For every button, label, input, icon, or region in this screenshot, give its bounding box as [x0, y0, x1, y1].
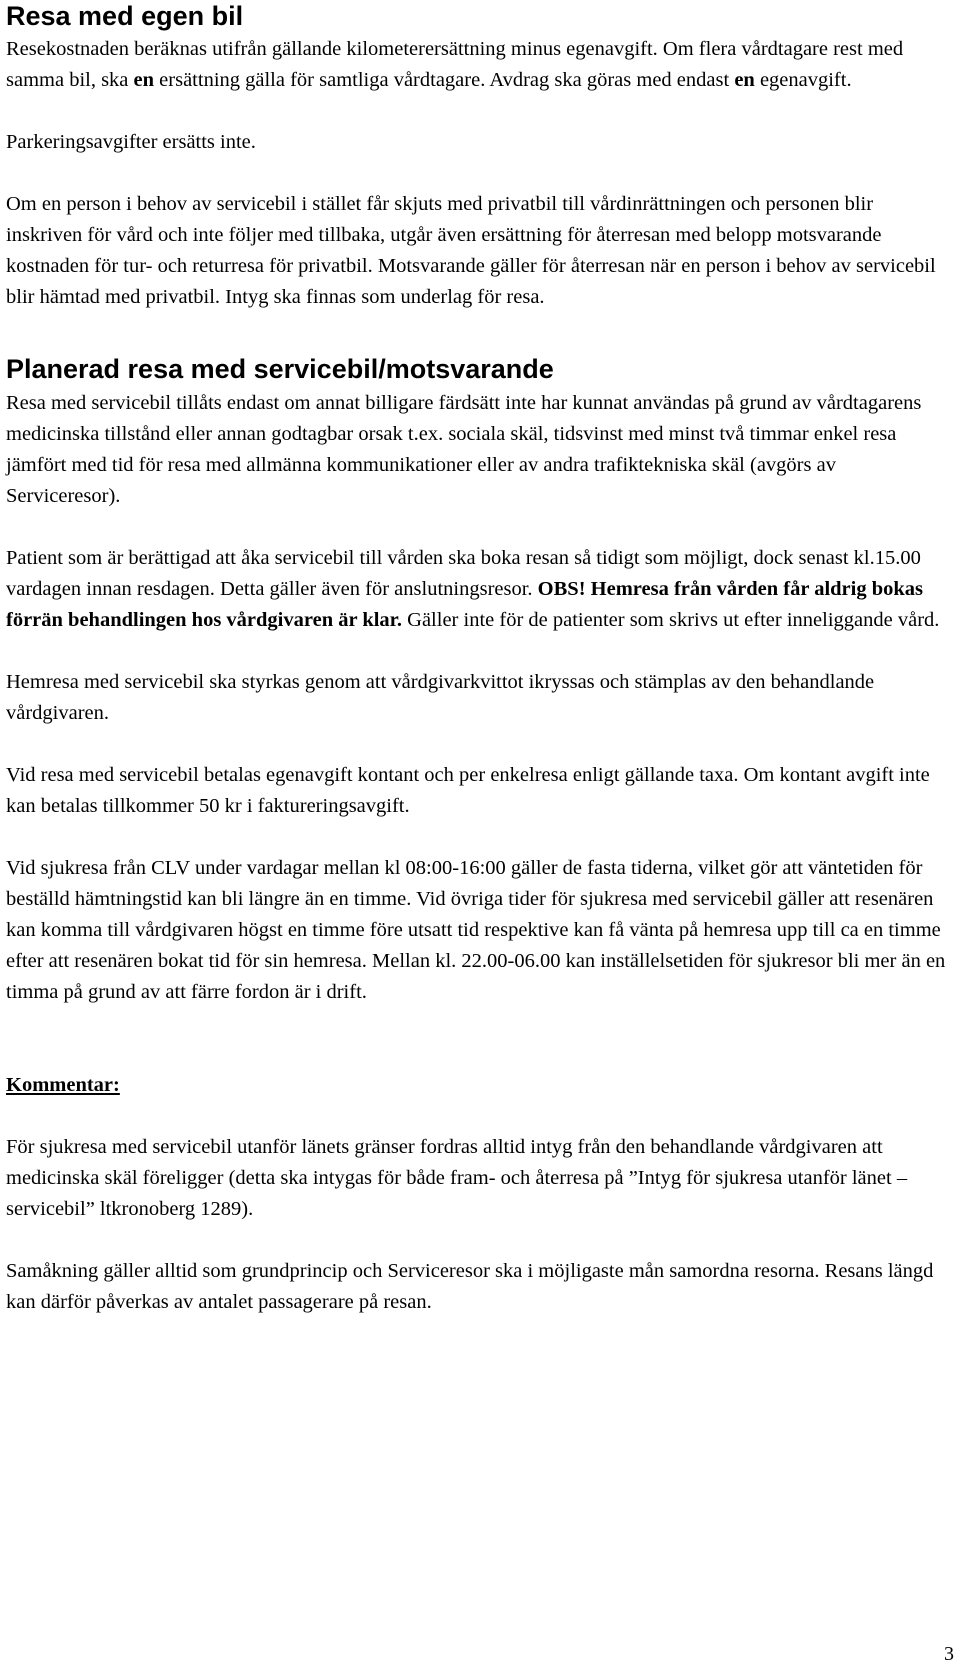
paragraph-parkering: Parkeringsavgifter ersätts inte. — [6, 131, 256, 153]
paragraph-tillats: Resa med servicebil tillåts endast om annat billigare färdsätt inte har kunnat användas på grund av vårdtagarens medicinska tillstånd eller annan godtagbar orsak t.ex. sociala skäl, tidsvinst med minst två timmar enkel resa jämfört med tid för resa med allmänna kommunikationer eller av andra trafiktekniska skäl (avgörs av Serviceresor). — [6, 392, 922, 507]
section-title-servicebil: Planerad resa med servicebil/motsvarande — [6, 354, 554, 384]
document-page — [6, 0, 952, 1318]
paragraph-privatbil: Om en person i behov av servicebil i stället får skjuts med privatbil till vårdinrättningen och personen blir inskriven för vård och inte följer med tillbaka, utgår även ersättning för återresan med belopp motsvarande kostnaden för tur- och returresa för privatbil. Motsvarande gäller för återresan när en person i behov av servicebil blir hämtad med privatbil. Intyg ska finnas som underlag för resa. — [6, 193, 936, 308]
bold-text-run: OBS! Hemresa från vården får aldrig bokas förrän behandlingen hos vårdgivaren är klar. — [6, 578, 923, 631]
paragraph-samakning: Samåkning gäller alltid som grundprincip och Serviceresor ska i möjligaste mån samordna resorna. Resans längd kan därför påverkas av antalet passagerare på resan. — [6, 1260, 934, 1313]
bold-text-run: en — [734, 69, 755, 91]
text-run: Patient som är berättigad att åka servicebil till vården ska boka resan så tidigt som möjligt, dock senast kl.15.00 vardagen innan resdagen. Detta gäller även för anslutningsresor. — [6, 547, 921, 600]
text-run: ersättning gälla för samtliga vårdtagare. Avdrag ska göras med endast — [154, 69, 735, 91]
paragraph-hemresa: Hemresa med servicebil ska styrkas genom att vårdgivarkvittot ikryssas och stämplas av den behandlande vårdgivaren. — [6, 671, 875, 724]
section-title-egen-bil: Resa med egen bil — [6, 1, 244, 31]
page-number: 3 — [944, 1643, 954, 1665]
text-run: Resekostnaden beräknas utifrån gällande kilometerersättning minus egenavgift. Om flera vårdtagare rest med samma bil, ska — [6, 38, 904, 91]
paragraph-bokning — [6, 543, 952, 636]
text-run: Gäller inte för de patienter som skrivs ut efter inneliggande vård. — [402, 609, 940, 631]
comment-heading: Kommentar: — [6, 1074, 120, 1096]
bold-text-run: en — [133, 69, 155, 91]
text-run: egenavgift. — [754, 69, 852, 91]
paragraph-clv: Vid sjukresa från CLV under vardagar mellan kl 08:00-16:00 gäller de fasta tiderna, vilket gör att väntetiden för beställd hämtningstid kan bli längre än en timme. Vid övriga tider för sjukresa med servicebil gäller att resenären kan komma till vårdgivaren högst en timme före utsatt tid respektive kan få vänta på hemresa upp till ca en timme efter att resenären bokat tid för sin hemresa. Mellan kl. 22.00-06.00 kan inställelsetiden för sjukresor bli mer än en timma på grund av att färre fordon är i drift. — [6, 857, 946, 1003]
paragraph-egenavgift: Vid resa med servicebil betalas egenavgift kontant och per enkelresa enligt gällande taxa. Om kontant avgift inte kan betalas tillkommer 50 kr i faktureringsavgift. — [6, 764, 930, 817]
paragraph-utanfor-lanet: För sjukresa med servicebil utanför länets gränser fordras alltid intyg från den behandlande vårdgivaren att medicinska skäl föreligger (detta ska intygas för både fram- och återresa på ”Intyg för sjukresa utanför länet – servicebil” ltkronoberg 1289). — [6, 1136, 908, 1220]
paragraph-kilometerersattning — [6, 34, 952, 96]
